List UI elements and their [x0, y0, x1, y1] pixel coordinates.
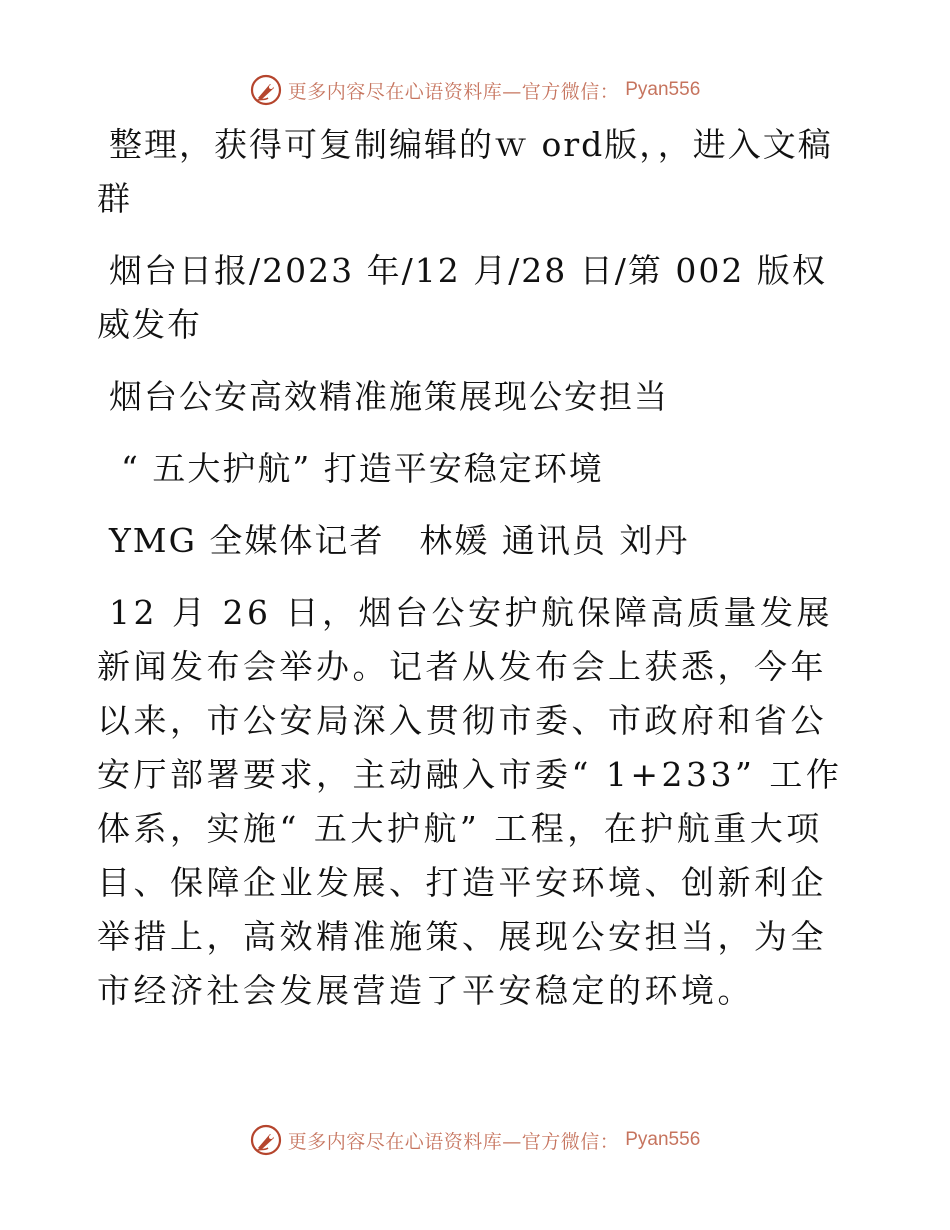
banner-text: 更多内容尽在心语资料库—官方微信：	[287, 80, 620, 103]
subheadline: “ 五大护航” 打造平安稳定环境	[121, 449, 604, 488]
pen-nib-logo-icon	[250, 1124, 282, 1156]
source-line: 烟台日报/2023 年/12 月/28 日/第 002 版权威发布	[97, 251, 827, 344]
pen-nib-logo-icon	[250, 74, 282, 106]
byline: YMG 全媒体记者 林媛 通讯员 刘丹	[109, 521, 690, 560]
header-banner	[0, 70, 950, 110]
banner-handle: Pyan556	[625, 79, 701, 100]
intro-line: 整理，获得可复制编辑的ｗ ord版，，进入文稿群	[97, 125, 833, 218]
banner-text: 更多内容尽在心语资料库—官方微信：	[287, 1130, 620, 1153]
banner-handle: Pyan556	[625, 1129, 701, 1150]
footer-banner	[0, 1120, 950, 1160]
body-paragraph: 12 月 26 日，烟台公安护航保障高质量发展新闻发布会举办。记者从发布会上获悉，今年以来，市公安局深入贯彻市委、市政府和省公安厅部署要求，主动融入市委“ 1+233” 工作体系，实施“ 五大护航” 工程，在护航重大项目、保障企业发展、打造平安环境、创新利企举措上，高效精准施策、展现公安担当，为全市经济社会发展营造了平安稳定的环境。	[97, 593, 843, 1010]
headline: 烟台公安高效精准施策展现公安担当	[109, 377, 669, 416]
document-content	[97, 118, 857, 1036]
